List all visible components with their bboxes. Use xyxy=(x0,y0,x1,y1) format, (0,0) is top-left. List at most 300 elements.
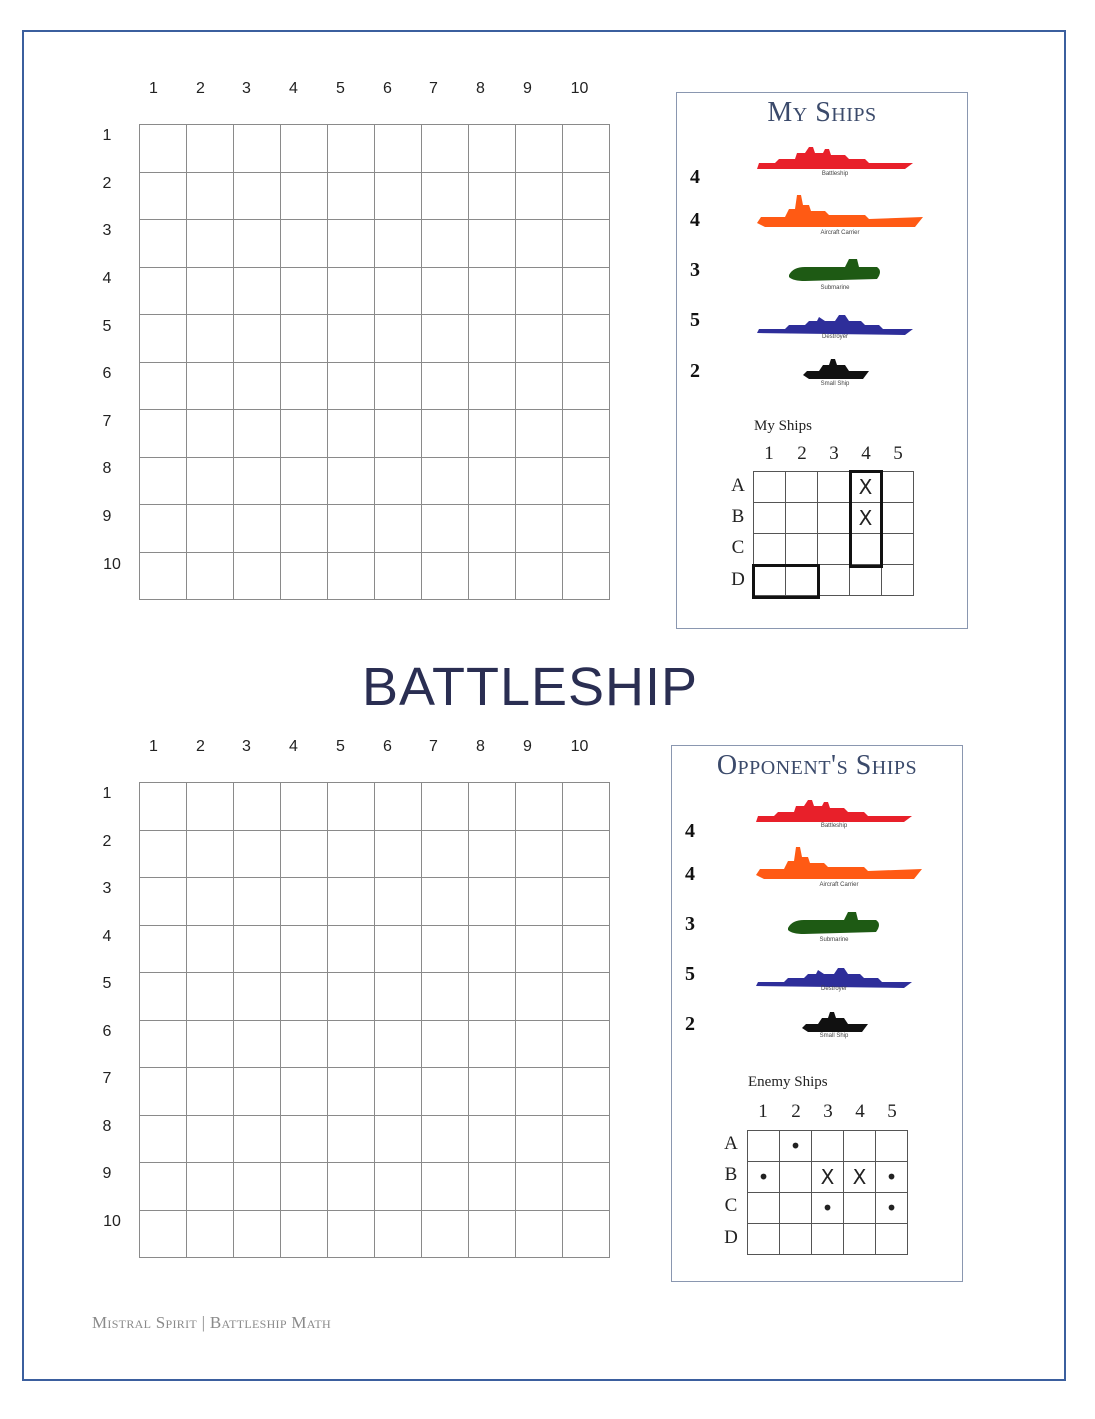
grid-cell[interactable] xyxy=(422,220,469,268)
grid-cell[interactable] xyxy=(516,505,563,553)
grid-cell[interactable] xyxy=(375,172,422,220)
grid-cell[interactable] xyxy=(516,878,563,926)
grid-cell[interactable] xyxy=(328,925,375,973)
grid-cell[interactable] xyxy=(516,267,563,315)
grid-cell[interactable] xyxy=(516,973,563,1021)
grid-cell[interactable] xyxy=(140,172,187,220)
grid-cell[interactable] xyxy=(187,362,234,410)
grid-cell[interactable] xyxy=(234,410,281,458)
grid-cell[interactable] xyxy=(281,973,328,1021)
grid-cell[interactable] xyxy=(469,1210,516,1258)
grid-cell[interactable] xyxy=(328,552,375,600)
ship-caption: Battleship xyxy=(820,823,848,829)
grid-cell[interactable] xyxy=(422,925,469,973)
grid-cell[interactable] xyxy=(187,830,234,878)
grid-cell[interactable] xyxy=(234,552,281,600)
grid-cell[interactable] xyxy=(328,1163,375,1211)
example-grid-cell xyxy=(876,1224,908,1255)
grid-cell[interactable] xyxy=(422,1068,469,1116)
ship-caption: Submarine xyxy=(819,937,849,943)
grid-cell[interactable] xyxy=(140,1020,187,1068)
grid-cell[interactable] xyxy=(422,1020,469,1068)
grid-cell[interactable] xyxy=(140,1068,187,1116)
column-label: 8 xyxy=(476,738,485,755)
grid-cell[interactable] xyxy=(234,267,281,315)
row-label: 4 xyxy=(102,928,112,945)
example-column-label: 4 xyxy=(861,443,871,464)
grid-cell[interactable] xyxy=(140,878,187,926)
grid-row xyxy=(140,1210,610,1258)
row-label: 3 xyxy=(102,222,112,239)
grid-row xyxy=(140,1068,610,1116)
example-grid-row xyxy=(748,1193,908,1224)
column-label: 3 xyxy=(242,80,251,97)
example-grid-cell xyxy=(748,1193,780,1224)
grid-cell[interactable] xyxy=(469,125,516,173)
grid-cell[interactable] xyxy=(563,830,610,878)
grid-cell[interactable] xyxy=(563,552,610,600)
grid-cell[interactable] xyxy=(281,1210,328,1258)
grid-cell[interactable] xyxy=(516,783,563,831)
grid-cell[interactable] xyxy=(422,410,469,458)
grid-cell[interactable] xyxy=(563,1210,610,1258)
destroyer-icon xyxy=(755,307,915,337)
grid-cell[interactable] xyxy=(234,505,281,553)
grid-cell[interactable] xyxy=(469,1068,516,1116)
grid-cell[interactable] xyxy=(563,1163,610,1211)
column-label: 5 xyxy=(336,738,345,755)
ship-count: 2 xyxy=(690,360,700,382)
grid-cell[interactable] xyxy=(281,362,328,410)
grid-cell[interactable] xyxy=(469,925,516,973)
example-grid-cell xyxy=(844,1193,876,1224)
grid-row xyxy=(140,457,610,505)
grid-cell[interactable] xyxy=(563,172,610,220)
grid-cell[interactable] xyxy=(469,172,516,220)
grid-cell[interactable] xyxy=(140,457,187,505)
grid-cell[interactable] xyxy=(140,1163,187,1211)
example-column-label: 1 xyxy=(758,1101,768,1122)
column-label: 9 xyxy=(523,80,532,97)
ship-outline-vertical xyxy=(849,470,883,568)
grid-cell[interactable] xyxy=(375,315,422,363)
example-grid-cell xyxy=(844,1131,876,1162)
grid-cell[interactable] xyxy=(234,925,281,973)
grid-cell[interactable] xyxy=(140,783,187,831)
grid-cell[interactable] xyxy=(563,878,610,926)
grid-cell[interactable] xyxy=(563,925,610,973)
example-grid-row xyxy=(754,472,914,503)
grid-cell[interactable] xyxy=(422,1163,469,1211)
example-column-label: 5 xyxy=(887,1101,897,1122)
ship-count: 5 xyxy=(690,309,700,331)
grid-cell[interactable] xyxy=(281,1068,328,1116)
grid-row xyxy=(140,315,610,363)
grid-cell[interactable] xyxy=(234,1115,281,1163)
grid-cell[interactable] xyxy=(422,505,469,553)
row-label: 9 xyxy=(102,1165,112,1182)
example-grid-cell xyxy=(780,1162,812,1193)
grid-cell[interactable] xyxy=(422,783,469,831)
grid-cell[interactable] xyxy=(140,220,187,268)
grid-cell[interactable] xyxy=(140,505,187,553)
grid-cell[interactable] xyxy=(187,552,234,600)
ship-count: 2 xyxy=(685,1013,695,1035)
grid-cell[interactable] xyxy=(469,1115,516,1163)
example-grid-cell xyxy=(780,1224,812,1255)
grid-cell[interactable] xyxy=(375,125,422,173)
row-label: 2 xyxy=(102,833,112,850)
grid-cell[interactable] xyxy=(516,1210,563,1258)
row-label: 5 xyxy=(102,318,112,335)
grid-cell[interactable] xyxy=(140,1115,187,1163)
example-grid-cell: • xyxy=(748,1162,780,1193)
grid-cell[interactable] xyxy=(516,220,563,268)
grid-cell[interactable] xyxy=(328,410,375,458)
grid-cell[interactable] xyxy=(187,125,234,173)
grid-cell[interactable] xyxy=(375,457,422,505)
example-grid-cell xyxy=(818,565,850,596)
grid-cell[interactable] xyxy=(140,973,187,1021)
grid-cell[interactable] xyxy=(328,267,375,315)
footer: Mistral Spirit | Battleship Math xyxy=(92,1313,332,1332)
grid-cell[interactable] xyxy=(516,1020,563,1068)
grid-cell[interactable] xyxy=(469,552,516,600)
row-label: 10 xyxy=(103,1213,121,1230)
grid-cell[interactable] xyxy=(281,878,328,926)
grid-cell[interactable] xyxy=(328,1020,375,1068)
grid-cell[interactable] xyxy=(187,925,234,973)
grid-cell[interactable] xyxy=(328,457,375,505)
grid-cell[interactable] xyxy=(516,172,563,220)
grid-cell[interactable] xyxy=(563,783,610,831)
grid-cell[interactable] xyxy=(281,552,328,600)
grid-cell[interactable] xyxy=(281,172,328,220)
ship-caption: Destroyer xyxy=(821,334,848,340)
grid-cell[interactable] xyxy=(469,783,516,831)
row-label: 10 xyxy=(103,556,121,573)
grid-cell[interactable] xyxy=(328,362,375,410)
column-label: 10 xyxy=(570,738,589,755)
example-row-label: B xyxy=(731,506,745,527)
grid-cell[interactable] xyxy=(563,1115,610,1163)
grid-cell[interactable] xyxy=(281,1163,328,1211)
grid-cell[interactable] xyxy=(328,125,375,173)
grid-cell[interactable] xyxy=(469,410,516,458)
grid-cell[interactable] xyxy=(563,1020,610,1068)
grid-cell[interactable] xyxy=(563,457,610,505)
grid-cell[interactable] xyxy=(281,457,328,505)
example-grid-cell xyxy=(748,1131,780,1162)
grid-cell[interactable] xyxy=(422,973,469,1021)
grid-cell[interactable] xyxy=(516,362,563,410)
grid-cell[interactable] xyxy=(281,220,328,268)
grid-cell[interactable] xyxy=(281,783,328,831)
grid-cell[interactable] xyxy=(422,267,469,315)
row-label: 9 xyxy=(102,508,112,525)
example-grid-title: Enemy Ships xyxy=(748,1074,828,1090)
example-grid-cell xyxy=(754,503,786,534)
ship-caption: Small Ship xyxy=(819,1033,849,1039)
example-grid-cell: • xyxy=(876,1162,908,1193)
grid-cell[interactable] xyxy=(234,1163,281,1211)
battleship-icon xyxy=(754,796,914,826)
grid-cell[interactable] xyxy=(328,1115,375,1163)
grid-cell[interactable] xyxy=(375,362,422,410)
grid-cell[interactable] xyxy=(375,267,422,315)
grid-cell[interactable] xyxy=(563,362,610,410)
row-label: 8 xyxy=(102,1118,112,1135)
grid-cell[interactable] xyxy=(328,878,375,926)
grid-cell[interactable] xyxy=(469,505,516,553)
grid-cell[interactable] xyxy=(516,1068,563,1116)
grid-cell[interactable] xyxy=(328,315,375,363)
submarine-icon xyxy=(784,908,884,940)
grid-cell[interactable] xyxy=(516,1115,563,1163)
example-grid-row xyxy=(748,1131,908,1162)
grid-cell[interactable] xyxy=(422,1210,469,1258)
row-label: 1 xyxy=(102,785,112,802)
grid-cell[interactable] xyxy=(187,973,234,1021)
grid-cell[interactable] xyxy=(187,457,234,505)
column-label: 2 xyxy=(196,738,205,755)
grid-cell[interactable] xyxy=(187,1163,234,1211)
grid-cell[interactable] xyxy=(140,830,187,878)
grid-cell[interactable] xyxy=(328,220,375,268)
ship-caption: Destroyer xyxy=(820,986,847,992)
grid-cell[interactable] xyxy=(234,1020,281,1068)
grid-cell[interactable] xyxy=(328,973,375,1021)
grid-cell[interactable] xyxy=(140,410,187,458)
grid-cell[interactable] xyxy=(422,315,469,363)
grid-cell[interactable] xyxy=(422,125,469,173)
grid-cell[interactable] xyxy=(187,315,234,363)
example-column-label: 1 xyxy=(764,443,774,464)
grid-cell[interactable] xyxy=(234,220,281,268)
example-row-label: D xyxy=(731,569,745,590)
top-grid xyxy=(139,124,610,600)
grid-cell[interactable] xyxy=(281,925,328,973)
grid-cell[interactable] xyxy=(563,267,610,315)
grid-cell[interactable] xyxy=(234,878,281,926)
grid-cell[interactable] xyxy=(469,457,516,505)
grid-cell[interactable] xyxy=(234,125,281,173)
grid-cell[interactable] xyxy=(328,172,375,220)
grid-cell[interactable] xyxy=(375,1068,422,1116)
aircraft-carrier-icon xyxy=(754,843,924,883)
grid-cell[interactable] xyxy=(328,505,375,553)
grid-cell[interactable] xyxy=(187,410,234,458)
grid-row xyxy=(140,1020,610,1068)
grid-cell[interactable] xyxy=(516,410,563,458)
grid-cell[interactable] xyxy=(422,362,469,410)
grid-cell[interactable] xyxy=(516,830,563,878)
grid-row xyxy=(140,830,610,878)
aircraft-carrier-icon xyxy=(755,191,925,231)
grid-cell[interactable] xyxy=(140,125,187,173)
battleship-icon xyxy=(755,143,915,173)
grid-cell[interactable] xyxy=(187,878,234,926)
grid-cell[interactable] xyxy=(375,1210,422,1258)
grid-cell[interactable] xyxy=(469,1020,516,1068)
example-column-label: 4 xyxy=(855,1101,865,1122)
grid-cell[interactable] xyxy=(375,552,422,600)
grid-cell[interactable] xyxy=(375,830,422,878)
example-grid-cell xyxy=(754,534,786,565)
grid-cell[interactable] xyxy=(422,1115,469,1163)
grid-cell[interactable] xyxy=(422,830,469,878)
grid-row xyxy=(140,172,610,220)
grid-cell[interactable] xyxy=(281,505,328,553)
example-grid-cell xyxy=(786,534,818,565)
column-label: 5 xyxy=(336,80,345,97)
row-label: 2 xyxy=(102,175,112,192)
grid-cell[interactable] xyxy=(563,973,610,1021)
row-label: 7 xyxy=(102,413,112,430)
grid-cell[interactable] xyxy=(234,783,281,831)
grid-cell[interactable] xyxy=(281,410,328,458)
grid-cell[interactable] xyxy=(328,783,375,831)
column-label: 1 xyxy=(149,738,158,755)
grid-cell[interactable] xyxy=(234,830,281,878)
grid-cell[interactable] xyxy=(469,315,516,363)
grid-cell[interactable] xyxy=(234,1210,281,1258)
grid-cell[interactable] xyxy=(281,125,328,173)
ship-caption: Submarine xyxy=(820,285,850,291)
grid-cell[interactable] xyxy=(140,1210,187,1258)
grid-cell[interactable] xyxy=(563,125,610,173)
grid-cell[interactable] xyxy=(469,830,516,878)
column-label: 1 xyxy=(149,80,158,97)
grid-cell[interactable] xyxy=(563,220,610,268)
grid-cell[interactable] xyxy=(187,1068,234,1116)
column-label: 8 xyxy=(476,80,485,97)
grid-cell[interactable] xyxy=(187,172,234,220)
grid-cell[interactable] xyxy=(187,267,234,315)
example-column-label: 3 xyxy=(823,1101,833,1122)
grid-cell[interactable] xyxy=(375,505,422,553)
grid-cell[interactable] xyxy=(140,552,187,600)
row-label: 1 xyxy=(102,127,112,144)
grid-cell[interactable] xyxy=(187,505,234,553)
grid-cell[interactable] xyxy=(140,267,187,315)
example-grid-row xyxy=(748,1162,908,1193)
column-label: 10 xyxy=(570,80,589,97)
column-label: 6 xyxy=(383,80,392,97)
example-row-label: A xyxy=(731,475,745,496)
ship-count: 3 xyxy=(685,913,695,935)
grid-cell[interactable] xyxy=(281,830,328,878)
grid-cell[interactable] xyxy=(516,457,563,505)
grid-cell[interactable] xyxy=(563,505,610,553)
grid-cell[interactable] xyxy=(375,220,422,268)
grid-cell[interactable] xyxy=(516,125,563,173)
page-title: BATTLESHIP xyxy=(361,657,699,717)
column-label: 7 xyxy=(429,738,438,755)
grid-cell[interactable] xyxy=(422,172,469,220)
column-label: 4 xyxy=(289,738,298,755)
example-grid-cell xyxy=(818,534,850,565)
grid-cell[interactable] xyxy=(422,457,469,505)
grid-cell[interactable] xyxy=(375,1163,422,1211)
grid-cell[interactable] xyxy=(422,878,469,926)
enemy-ships-example-grid xyxy=(747,1130,908,1255)
grid-cell[interactable] xyxy=(375,878,422,926)
grid-cell[interactable] xyxy=(234,457,281,505)
grid-cell[interactable] xyxy=(281,1115,328,1163)
grid-cell[interactable] xyxy=(187,1210,234,1258)
grid-cell[interactable] xyxy=(516,552,563,600)
grid-cell[interactable] xyxy=(281,315,328,363)
grid-row xyxy=(140,878,610,926)
row-label: 5 xyxy=(102,975,112,992)
grid-cell[interactable] xyxy=(563,1068,610,1116)
grid-cell[interactable] xyxy=(469,1163,516,1211)
column-label: 9 xyxy=(523,738,532,755)
grid-cell[interactable] xyxy=(328,1210,375,1258)
column-label: 7 xyxy=(429,80,438,97)
grid-cell[interactable] xyxy=(328,830,375,878)
panel-title: Opponent's Ships xyxy=(716,750,918,781)
grid-cell[interactable] xyxy=(516,1163,563,1211)
row-label: 6 xyxy=(102,1023,112,1040)
grid-cell[interactable] xyxy=(563,315,610,363)
grid-cell[interactable] xyxy=(234,1068,281,1116)
grid-cell[interactable] xyxy=(281,1020,328,1068)
example-grid-cell: X xyxy=(844,1162,876,1193)
example-grid-cell xyxy=(882,503,914,534)
grid-cell[interactable] xyxy=(516,925,563,973)
grid-cell[interactable] xyxy=(187,220,234,268)
example-grid-cell: X xyxy=(812,1162,844,1193)
grid-cell[interactable] xyxy=(375,925,422,973)
grid-cell[interactable] xyxy=(469,267,516,315)
grid-cell[interactable] xyxy=(234,973,281,1021)
grid-cell[interactable] xyxy=(281,267,328,315)
grid-row xyxy=(140,552,610,600)
grid-cell[interactable] xyxy=(469,973,516,1021)
grid-cell[interactable] xyxy=(469,362,516,410)
grid-cell[interactable] xyxy=(375,783,422,831)
grid-cell[interactable] xyxy=(375,1020,422,1068)
grid-cell[interactable] xyxy=(469,220,516,268)
ship-count: 4 xyxy=(685,820,695,842)
grid-cell[interactable] xyxy=(187,783,234,831)
row-label: 4 xyxy=(102,270,112,287)
grid-cell[interactable] xyxy=(422,552,469,600)
grid-cell[interactable] xyxy=(375,410,422,458)
grid-cell[interactable] xyxy=(234,362,281,410)
grid-cell[interactable] xyxy=(328,1068,375,1116)
ship-count: 5 xyxy=(685,963,695,985)
example-column-label: 2 xyxy=(797,443,807,464)
grid-cell[interactable] xyxy=(563,410,610,458)
example-grid-cell xyxy=(818,472,850,503)
grid-cell[interactable] xyxy=(234,172,281,220)
grid-cell[interactable] xyxy=(187,1115,234,1163)
grid-cell[interactable] xyxy=(469,878,516,926)
grid-cell[interactable] xyxy=(375,973,422,1021)
grid-cell[interactable] xyxy=(516,315,563,363)
grid-cell[interactable] xyxy=(187,1020,234,1068)
grid-cell[interactable] xyxy=(234,315,281,363)
grid-cell[interactable] xyxy=(140,362,187,410)
grid-cell[interactable] xyxy=(140,925,187,973)
example-grid-cell xyxy=(786,472,818,503)
grid-cell[interactable] xyxy=(375,1115,422,1163)
grid-cell[interactable] xyxy=(140,315,187,363)
grid-row xyxy=(140,973,610,1021)
